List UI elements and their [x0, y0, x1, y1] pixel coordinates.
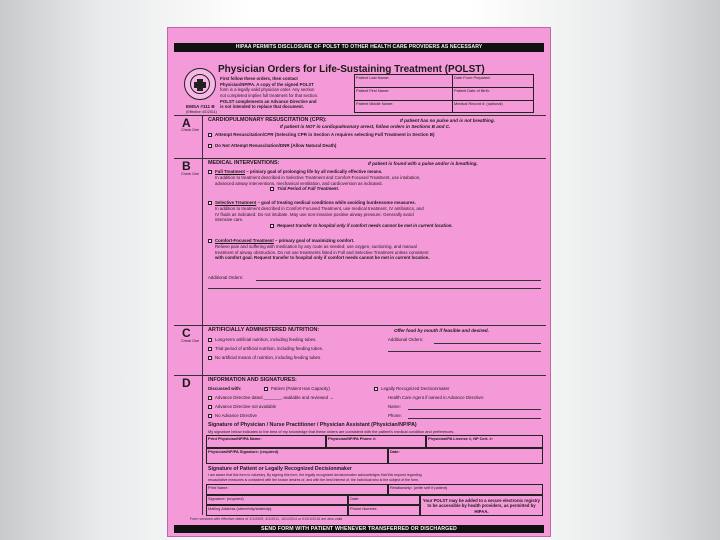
registry-note: Your POLST may be added to a secure electronic registry to be accessible by health providers, as permitted by HIPAA. — [420, 495, 543, 516]
no-ad-option[interactable]: No Advance Directive — [208, 413, 257, 419]
cpr-attempt-checkbox[interactable] — [208, 133, 212, 137]
full-treatment-checkbox[interactable] — [208, 170, 212, 174]
patient-last-name-field[interactable]: Patient Last Name: — [355, 75, 453, 88]
nutrition-none-option[interactable]: No artificial means of nutrition, including feeding tubes. — [208, 355, 321, 361]
mailing-address-field[interactable]: Mailing Address (street/city/state/zip): — [206, 505, 348, 516]
agent-name-input[interactable] — [408, 409, 541, 410]
agent-phone-input[interactable] — [408, 418, 541, 419]
nutrition-trial-option[interactable]: Trial period of artificial nutrition, including feeding tubes. — [208, 346, 323, 352]
cpr-dnr-option[interactable]: Do Not Attempt Resuscitation/DNR (Allow Natural Death) — [208, 143, 336, 149]
physician-date-field[interactable]: Date: — [388, 448, 543, 464]
send-form-banner: SEND FORM WITH PATIENT WHENEVER TRANSFERRED OR DISCHARGED — [174, 525, 544, 533]
physician-phone-field[interactable]: Physician/NP/PA Phone #: — [326, 435, 426, 448]
emsa-number: EMSA #111 B (Effective 4/1/2011) — [186, 104, 217, 114]
polst-form — [167, 27, 551, 537]
patient-signature-field[interactable]: Signature: (required) — [206, 495, 348, 505]
physician-signature-title: Signature of Physician / Nurse Practitioner / Physician Assistant (Physician/NP/PA) — [208, 422, 417, 428]
discussed-decisionmaker-option[interactable]: Legally Recognized Decisionmaker — [374, 386, 450, 392]
hipaa-banner: HIPAA PERMITS DISCLOSURE OF POLST TO OTHER HEALTH CARE PROVIDERS AS NECESSARY — [174, 43, 544, 52]
trial-full-treatment-checkbox[interactable] — [270, 187, 274, 191]
section-d-letter: D — [182, 376, 191, 390]
section-a-note: If patient has no pulse and is not breathing. — [400, 118, 495, 123]
ad-not-available-checkbox[interactable] — [208, 405, 212, 409]
no-ad-checkbox[interactable] — [208, 414, 212, 418]
version-footnote: Form versions with effective dates of 1/1/2009, 4/1/2011, 10/1/2014 or 01/01/2016 are also valid — [190, 517, 343, 521]
nutrition-none-checkbox[interactable] — [208, 356, 212, 360]
ad-not-available-option[interactable]: Advance Directive not available — [208, 404, 276, 410]
patient-signature-text-2: resuscitative measures is consistent with the known desires of, and with the best interest of, the individual who is the subject of the form. — [208, 478, 419, 482]
patient-date-field[interactable]: Date: — [348, 495, 420, 505]
selective-treatment-option[interactable]: Selective Treatment – goal of treating medical conditions while avoiding burdensome measures. In addition to treatment described in Comfort-Focused Treatment, use medical treatment, IV antibiotics, and IV fluids as indicated. Do not intubate. May use non-invasive positive airway pressure. Generally avoid intensive care. Request transfer to hospital only if comfort needs cannot be met in current location. — [208, 200, 543, 229]
section-c-letter: C — [182, 326, 191, 340]
form-title: Physician Orders for Life-Sustaining Treatment (POLST) — [218, 64, 485, 75]
section-b-additional-input[interactable] — [256, 280, 541, 281]
nutrition-longterm-option[interactable]: Long-term artificial nutrition, including feeding tubes. — [208, 337, 317, 343]
selective-treatment-checkbox[interactable] — [208, 201, 212, 205]
discussed-patient-checkbox[interactable] — [264, 387, 268, 391]
date-form-prepared-field[interactable]: Date Form Prepared: — [453, 75, 534, 88]
section-a-letter: A — [182, 116, 191, 130]
patient-signature-title: Signature of Patient or Legally Recognized Decisionmaker — [208, 466, 352, 472]
physician-signature-field[interactable]: Physician/NP/PA Signature: (required) — [206, 448, 388, 464]
discussed-patient-option[interactable]: Patient (Patient Has Capacity) — [264, 386, 330, 392]
nutrition-longterm-checkbox[interactable] — [208, 338, 212, 342]
agent-name-label: Name: — [388, 404, 401, 409]
physician-license-field[interactable]: Physician/PA License #, NP Cert. #: — [426, 435, 543, 448]
nutrition-trial-checkbox[interactable] — [208, 347, 212, 351]
patient-signature-text-1: I am aware that this form is voluntary. By signing this form, the legally recognized decisionmaker acknowledges that this request regarding — [208, 473, 422, 477]
patient-first-name-field[interactable]: Patient First Name: — [355, 88, 453, 101]
section-b-additional-orders: Additional Orders: — [208, 275, 244, 280]
cpr-dnr-checkbox[interactable] — [208, 144, 212, 148]
section-c-note: Offer food by mouth if feasible and desired. — [394, 328, 489, 333]
section-a-title: CARDIOPULMONARY RESUSCITATION (CPR): — [208, 117, 327, 123]
section-d-title: INFORMATION AND SIGNATURES: — [208, 377, 297, 383]
cpr-attempt-option[interactable]: Attempt Resuscitation/CPR (Selecting CPR in Section A requires selecting Full Treatment in Section B) — [208, 132, 434, 138]
comfort-treatment-checkbox[interactable] — [208, 239, 212, 243]
section-c-additional-orders: Additional Orders: — [388, 337, 424, 342]
relationship-field[interactable]: Relationship: (write self if patient) — [388, 484, 543, 495]
physician-signature-text: My signature below indicates to the best of my knowledge that these orders are consistent with the patient's medical condition and preferences. — [208, 429, 455, 434]
intro-text: First follow these orders, then contact Physician/NP/PA. A copy of the signed POLST form is a legally valid physician order. Any section not completed implies full treatment for that section. POLST complements an Advance Directive and is not intended to replace that document. — [220, 76, 319, 110]
section-c-check-one: Check One — [181, 339, 199, 343]
ad-dated-option[interactable]: Advance Directive dated _______, available and reviewed → — [208, 395, 334, 401]
section-b-note: If patient is found with a pulse and/or is breathing. — [368, 161, 478, 166]
patient-info-table — [354, 74, 534, 113]
physician-print-name-field[interactable]: Print Physician/NP/PA Name: — [206, 435, 326, 448]
section-c-title: ARTIFICIALLY ADMINISTERED NUTRITION: — [208, 327, 320, 333]
patient-phone-field[interactable]: Phone Number: — [348, 505, 420, 516]
section-a-subtitle: If patient is NOT in cardiopulmonary arrest, follow orders in Sections B and C. — [280, 124, 451, 129]
section-a-check-one: Check One — [181, 128, 199, 132]
patient-middle-name-field[interactable]: Patient Middle Name: — [355, 101, 453, 113]
section-b-check-one: Check One — [181, 172, 199, 176]
comfort-treatment-option[interactable]: Comfort-Focused Treatment – primary goal of maximizing comfort. Relieve pain and suffering with medication by any route as needed; use oxygen, suctioning, and manual treatment of airway obstruction. Do not use treatments listed in Full and Selective Treatment unless consistent with comfort goal. Request transfer to hospital only if comfort needs cannot be met in current location. — [208, 238, 543, 261]
agent-phone-label: Phone: — [388, 413, 402, 418]
selective-transfer-checkbox[interactable] — [270, 224, 274, 228]
section-c-additional-input[interactable] — [434, 343, 541, 344]
full-treatment-option[interactable]: Full Treatment – primary goal of prolonging life by all medically effective means. In addition to treatment described in Selective Treatment and Comfort-Focused Treatment, use intubation, advanced airway interventions, mechanical ventilation, and cardioversion as indicated. Trial Period of Full Treatment. — [208, 169, 543, 192]
patient-dob-field[interactable]: Patient Date of Birth: — [453, 88, 534, 101]
agent-label: Health Care Agent if named in Advance Directive: — [388, 395, 485, 400]
ad-dated-checkbox[interactable] — [208, 396, 212, 400]
discussed-decisionmaker-checkbox[interactable] — [374, 387, 378, 391]
emsa-seal-icon — [184, 68, 216, 100]
section-b-letter: B — [182, 159, 191, 173]
patient-print-name-field[interactable]: Print Name: — [206, 484, 388, 495]
medical-record-field[interactable]: Medical Record #: (optional) — [454, 101, 503, 106]
discussed-with-label: Discussed with: — [208, 386, 242, 391]
section-b-title: MEDICAL INTERVENTIONS: — [208, 160, 280, 166]
